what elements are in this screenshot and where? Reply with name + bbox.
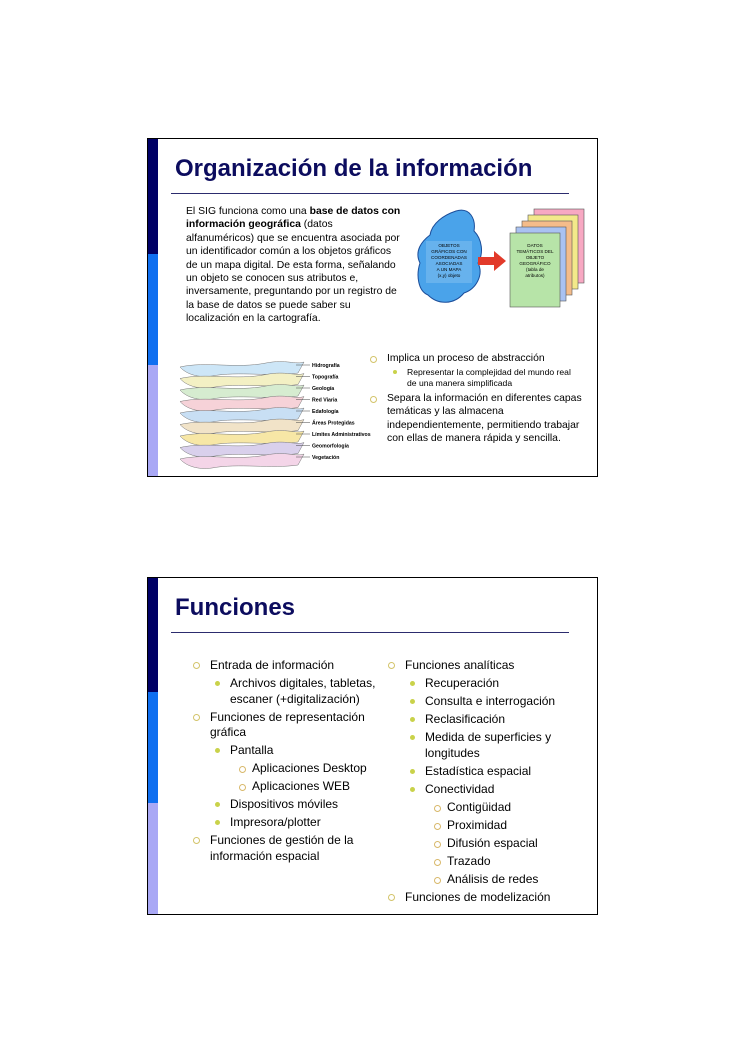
layer-label: Edafología [312, 409, 339, 415]
list-item: Representar la complejidad del mundo real de una manera simplificada [370, 367, 582, 390]
list-item [388, 890, 588, 906]
slide-organizacion [147, 138, 598, 477]
list-item-label: Aplicaciones WEB [252, 779, 351, 793]
list-item-label: Pantalla [230, 743, 274, 757]
functions-list-left [193, 658, 393, 867]
list-item-label: Funciones de modelización [405, 889, 551, 904]
gis-database-illustration [412, 205, 587, 317]
hollow-bullet-icon [388, 662, 395, 669]
list-item-label: Análisis de redes [447, 871, 539, 886]
hollow-bullet-icon [434, 859, 441, 866]
list-item [388, 694, 588, 710]
hollow-bullet-icon [370, 356, 377, 363]
hollow-bullet-icon [193, 714, 200, 721]
layer-label: Geomorfología [312, 443, 349, 450]
layer-label: Red Viaria [312, 397, 338, 404]
list-item: Implica un proceso de abstracción [370, 352, 582, 366]
hollow-bullet-icon [370, 396, 377, 403]
list-item-label: Consulta e interrogación [425, 694, 556, 708]
svg-text:DATOS: DATOS [527, 243, 543, 248]
svg-text:(tabla de: (tabla de [526, 267, 544, 272]
svg-text:TEMÁTICOS DEL: TEMÁTICOS DEL [516, 249, 554, 254]
list-item [388, 854, 588, 870]
slide-title: Funciones [175, 594, 296, 621]
intro-paragraph: El SIG funciona como una base de datos con información geográfica (datos alfanuméricos) que se encuentra asociada por un identificador común a los objetos gráficos de un mapa digital. De esta forma, señalando un objeto se conocen sus atributos e, inversamente, preguntando por un registro de la base de datos se puede saber su localización en la cartografía. [186, 206, 401, 325]
list-item [388, 730, 588, 761]
layer-label: Hidrografía [312, 363, 340, 369]
list-item-label: Reclasificación [425, 712, 506, 726]
bullet-dot-icon [410, 717, 415, 722]
list-item-label: Aplicaciones Desktop [252, 761, 367, 775]
bullet-dot-icon [215, 802, 220, 807]
hollow-bullet-icon [239, 766, 246, 773]
list-item [193, 658, 393, 674]
list-item [193, 779, 393, 795]
svg-text:atributos): atributos) [525, 273, 545, 278]
list-item-label: Dispositivos móviles [230, 797, 339, 811]
layer-label: Geología [312, 386, 335, 392]
slide-funciones [147, 577, 598, 915]
list-item-label: Trazado [447, 853, 491, 868]
list-item [193, 710, 393, 741]
bullet-dot-icon [215, 820, 220, 825]
list-item [388, 712, 588, 728]
list-item [388, 782, 588, 798]
svg-text:GEOGRÁFICO: GEOGRÁFICO [519, 261, 551, 266]
list-item [193, 797, 393, 813]
svg-text:COORDENADAS: COORDENADAS [431, 255, 467, 260]
list-item-label: Conectividad [425, 781, 495, 796]
list-item-label: Estadística espacial [425, 763, 532, 778]
list-item-label: Impresora/plotter [230, 815, 321, 829]
list-item [388, 836, 588, 852]
list-item [193, 676, 393, 707]
layer-label: Límites Administrativos [312, 432, 371, 438]
slide-accent-bar [148, 578, 158, 914]
list-item-label: Archivos digitales, tabletas, escaner (+digitalización) [230, 676, 376, 706]
hollow-bullet-icon [434, 805, 441, 812]
list-item-label: Recuperación [425, 676, 500, 690]
bullet-dot-icon [410, 735, 415, 740]
title-divider [171, 193, 569, 194]
layer-label: Áreas Protegidas [312, 420, 355, 427]
bullet-dot-icon [215, 681, 220, 686]
list-item-label: Medida de superficies y longitudes [425, 730, 552, 760]
hollow-bullet-icon [193, 837, 200, 844]
svg-text:OBJETOS: OBJETOS [438, 243, 460, 248]
hollow-bullet-icon [388, 894, 395, 901]
list-item-label: Contigüidad [447, 799, 512, 814]
bullet-dot-icon [410, 769, 415, 774]
title-divider [171, 632, 569, 633]
thematic-layers-illustration [176, 353, 381, 471]
hollow-bullet-icon [239, 784, 246, 791]
list-item [388, 872, 588, 888]
list-item-label: Funciones de gestión de la información espacial [210, 833, 354, 863]
hollow-bullet-icon [434, 823, 441, 830]
list-item [388, 676, 588, 692]
list-item [388, 658, 588, 674]
functions-list-right [388, 658, 588, 908]
svg-text:GRÁFICOS CON: GRÁFICOS CON [431, 249, 467, 254]
list-item-label: Funciones de representación gráfica [210, 709, 365, 739]
list-item [388, 764, 588, 780]
layer-label: Vegetación [312, 455, 340, 461]
abstraction-bullet-list [370, 352, 582, 446]
list-item [388, 818, 588, 834]
bullet-dot-icon [410, 787, 415, 792]
slide-accent-bar [148, 139, 158, 476]
list-item-label: Funciones analíticas [405, 658, 515, 672]
hollow-bullet-icon [434, 877, 441, 884]
list-item [388, 800, 588, 816]
bullet-dot-icon [393, 370, 397, 374]
layer-label: Topografía [312, 374, 339, 381]
list-item-label: Difusión espacial [447, 835, 538, 850]
list-item [193, 815, 393, 831]
arrow-right-icon [478, 251, 506, 271]
list-item-label: Proximidad [447, 817, 508, 832]
hollow-bullet-icon [193, 662, 200, 669]
list-item [193, 833, 393, 864]
list-item: Separa la información en diferentes capas temáticas y las almacena independientemente, permitiendo trabajar con ellas de manera rápida y sencilla. [370, 392, 582, 446]
list-item-label: Entrada de información [210, 658, 335, 672]
hollow-bullet-icon [434, 841, 441, 848]
svg-text:A UN MAPA: A UN MAPA [436, 267, 462, 272]
svg-text:ASOCIADAS: ASOCIADAS [435, 261, 463, 266]
svg-text:(x,y) objeto: (x,y) objeto [437, 273, 461, 278]
svg-text:OBJETO: OBJETO [525, 255, 545, 260]
list-item [193, 761, 393, 777]
list-item [193, 743, 393, 759]
bullet-dot-icon [410, 681, 415, 686]
slide-title: Organización de la información [175, 155, 533, 182]
bullet-dot-icon [410, 699, 415, 704]
bullet-dot-icon [215, 748, 220, 753]
